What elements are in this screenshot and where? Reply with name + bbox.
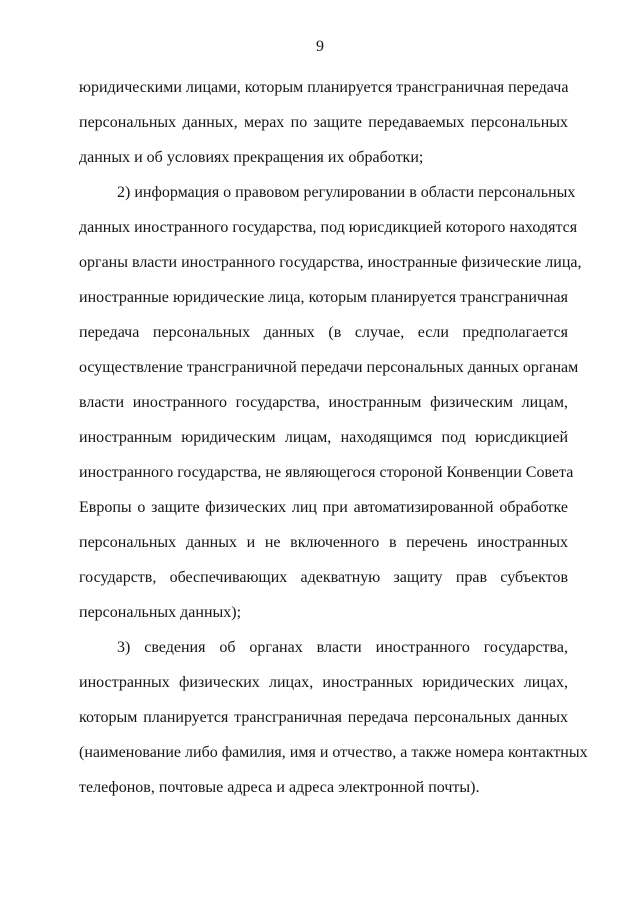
text-line: осуществление трансграничной передачи персональных данных органам bbox=[79, 359, 579, 376]
text-line: органы власти иностранного государства, иностранные физические лица, bbox=[79, 254, 582, 271]
text-line: иностранных физических лицах, иностранных юридических лицах, bbox=[79, 674, 568, 691]
text-line: власти иностранного государства, иностранным физическим лицам, bbox=[79, 394, 568, 411]
text-line: юридическими лицами, которым планируется трансграничная передача bbox=[79, 79, 569, 96]
text-line: 3) сведения об органах власти иностранного государства, bbox=[117, 639, 568, 656]
text-line: данных иностранного государства, под юрисдикцией которого находятся bbox=[79, 219, 578, 236]
text-line: Европы о защите физических лиц при автоматизированной обработке bbox=[79, 499, 568, 516]
text-line: персональных данных, мерах по защите передаваемых персональных bbox=[79, 114, 568, 131]
text-line: которым планируется трансграничная передача персональных данных bbox=[79, 709, 568, 726]
text-line: иностранные юридические лица, которым планируется трансграничная bbox=[79, 289, 568, 306]
text-line: персональных данных и не включенного в перечень иностранных bbox=[79, 534, 568, 551]
text-line: иностранным юридическим лицам, находящимся под юрисдикцией bbox=[79, 429, 568, 446]
text-line: персональных данных); bbox=[79, 604, 242, 621]
text-line: (наименование либо фамилия, имя и отчество, а также номера контактных bbox=[79, 744, 588, 761]
text-line: государств, обеспечивающих адекватную защиту прав субъектов bbox=[79, 569, 568, 586]
text-line: иностранного государства, не являющегося стороной Конвенции Совета bbox=[79, 464, 574, 481]
text-line: данных и об условиях прекращения их обработки; bbox=[79, 149, 424, 166]
page-number: 9 bbox=[316, 38, 324, 55]
text-line: телефонов, почтовые адреса и адреса электронной почты). bbox=[79, 779, 480, 796]
text-line: передача персональных данных (в случае, если предполагается bbox=[79, 324, 568, 341]
text-line: 2) информация о правовом регулировании в области персональных bbox=[117, 184, 576, 201]
